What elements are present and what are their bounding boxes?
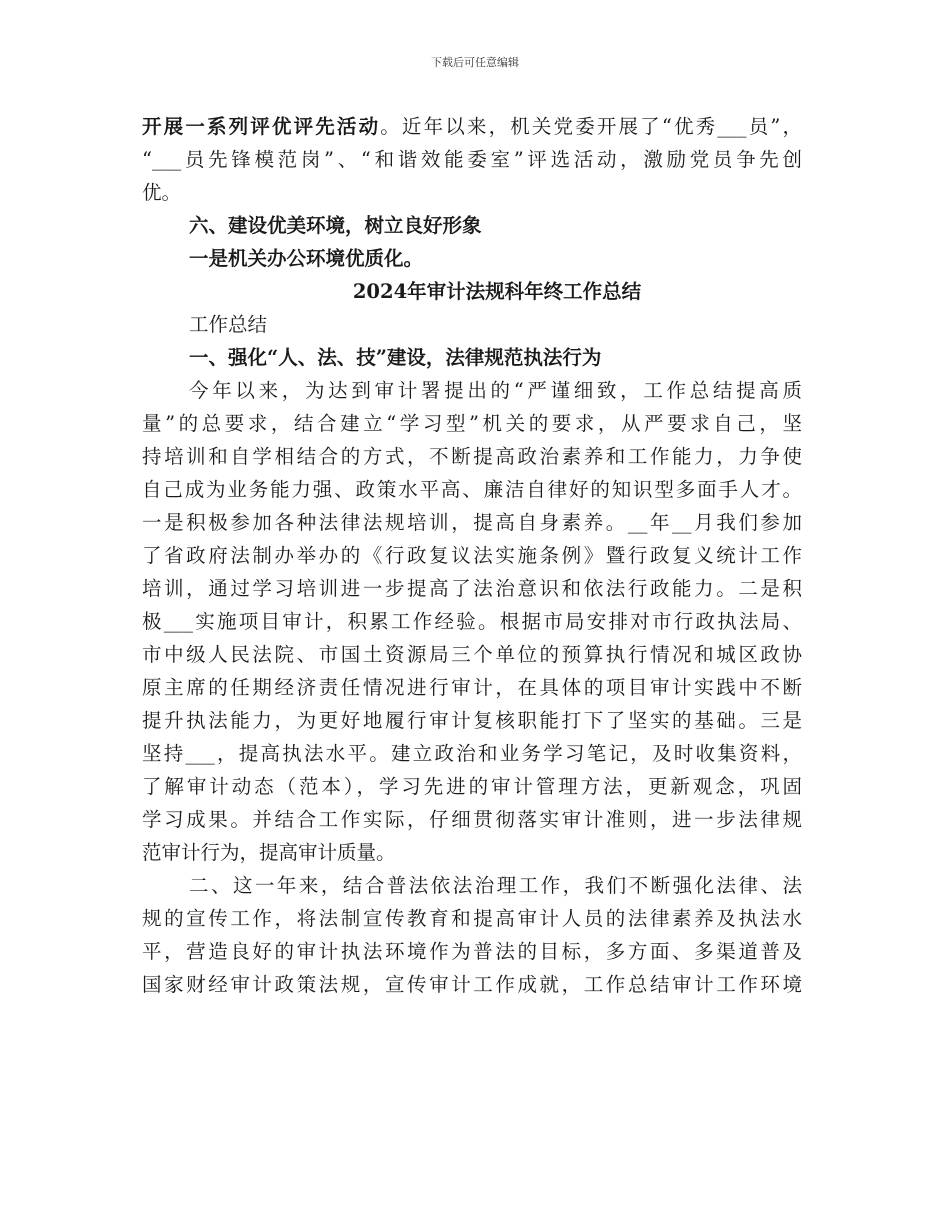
paragraph-line: 范审计行为，提高审计质量。 bbox=[142, 841, 396, 864]
paragraph-line: 二、这一年来，结合普法依法治理工作，我们不断强化法律、法 bbox=[189, 874, 802, 897]
paragraph-line: 量”的总要求，结合建立“学习型”机关的要求，从严要求自己，坚 bbox=[142, 412, 802, 435]
paragraph-line: “___员先锋模范岗”、“和谐效能委室”评选活动，激励党员争先创 bbox=[142, 148, 802, 171]
paragraph-line: 原主席的任期经济责任情况进行审计，在具体的项目审计实践中不断 bbox=[142, 676, 802, 699]
paragraph-line: 持培训和自学相结合的方式，不断提高政治素养和工作能力，力争使 bbox=[142, 445, 802, 468]
paragraph-line: 提升执法能力，为更好地履行审计复核职能打下了坚实的基础。三是 bbox=[142, 709, 802, 732]
paragraph-1 bbox=[142, 374, 802, 869]
paragraph-line: 培训，通过学习培训进一步提高了法治意识和依法行政能力。二是积 bbox=[142, 577, 802, 600]
paragraph-line: 平，营造良好的审计执法环境作为普法的目标，多方面、多渠道普及 bbox=[142, 940, 802, 963]
document-subtitle: 工作总结 bbox=[189, 313, 268, 336]
paragraph-line: 市中级人民法院、市国土资源局三个单位的预算执行情况和城区政协 bbox=[142, 643, 802, 666]
paragraph-line: 了解审计动态（范本），学习先进的审计管理方法，更新观念，巩固 bbox=[142, 775, 802, 798]
page-header: 下载后可任意编辑 bbox=[431, 56, 519, 69]
paragraph-line: 今年以来，为达到审计署提出的“严谨细致，工作总结提高质 bbox=[189, 379, 802, 402]
document-title: 2024年审计法规科年终工作总结 bbox=[352, 280, 642, 303]
paragraph-line: 国家财经审计政策法规，宣传审计工作成就，工作总结审计工作环境 bbox=[142, 973, 802, 996]
section-heading: 六、建设优美环境，树立良好形象 bbox=[189, 214, 482, 237]
paragraph-line: 优。 bbox=[142, 181, 182, 204]
paragraph-2 bbox=[142, 869, 802, 1001]
paragraph-line bbox=[142, 110, 802, 143]
section-heading: 一、强化“人、法、技”建设，法律规范执法行为 bbox=[189, 346, 602, 369]
paragraph-line: 规的宣传工作，将法制宣传教育和提高审计人员的法律素养及执法水 bbox=[142, 907, 802, 930]
document-body bbox=[142, 110, 802, 1001]
sub-heading: 一是机关办公环境优质化。 bbox=[189, 247, 424, 270]
paragraph-line: 学习成果。并结合工作实际，仔细贯彻落实审计准则，进一步法律规 bbox=[142, 808, 802, 831]
paragraph-line: 了省政府法制办举办的《行政复议法实施条例》暨行政复义统计工作 bbox=[142, 544, 802, 567]
paragraph-line: 自己成为业务能力强、政策水平高、廉洁自律好的知识型多面手人才。 bbox=[142, 478, 802, 501]
bold-lead: 开展一系列评优评先活动 bbox=[142, 115, 381, 138]
paragraph-line: 极___实施项目审计，积累工作经验。根据市局安排对市行政执法局、 bbox=[142, 610, 802, 633]
paragraph-line: 一是积极参加各种法律法规培训，提高自身素养。__年__月我们参加 bbox=[142, 511, 802, 534]
paragraph-line: 坚持___，提高执法水平。建立政治和业务学习笔记，及时收集资料， bbox=[142, 742, 802, 765]
line-text: 。近年以来，机关党委开展了“优秀___员”， bbox=[380, 115, 802, 138]
